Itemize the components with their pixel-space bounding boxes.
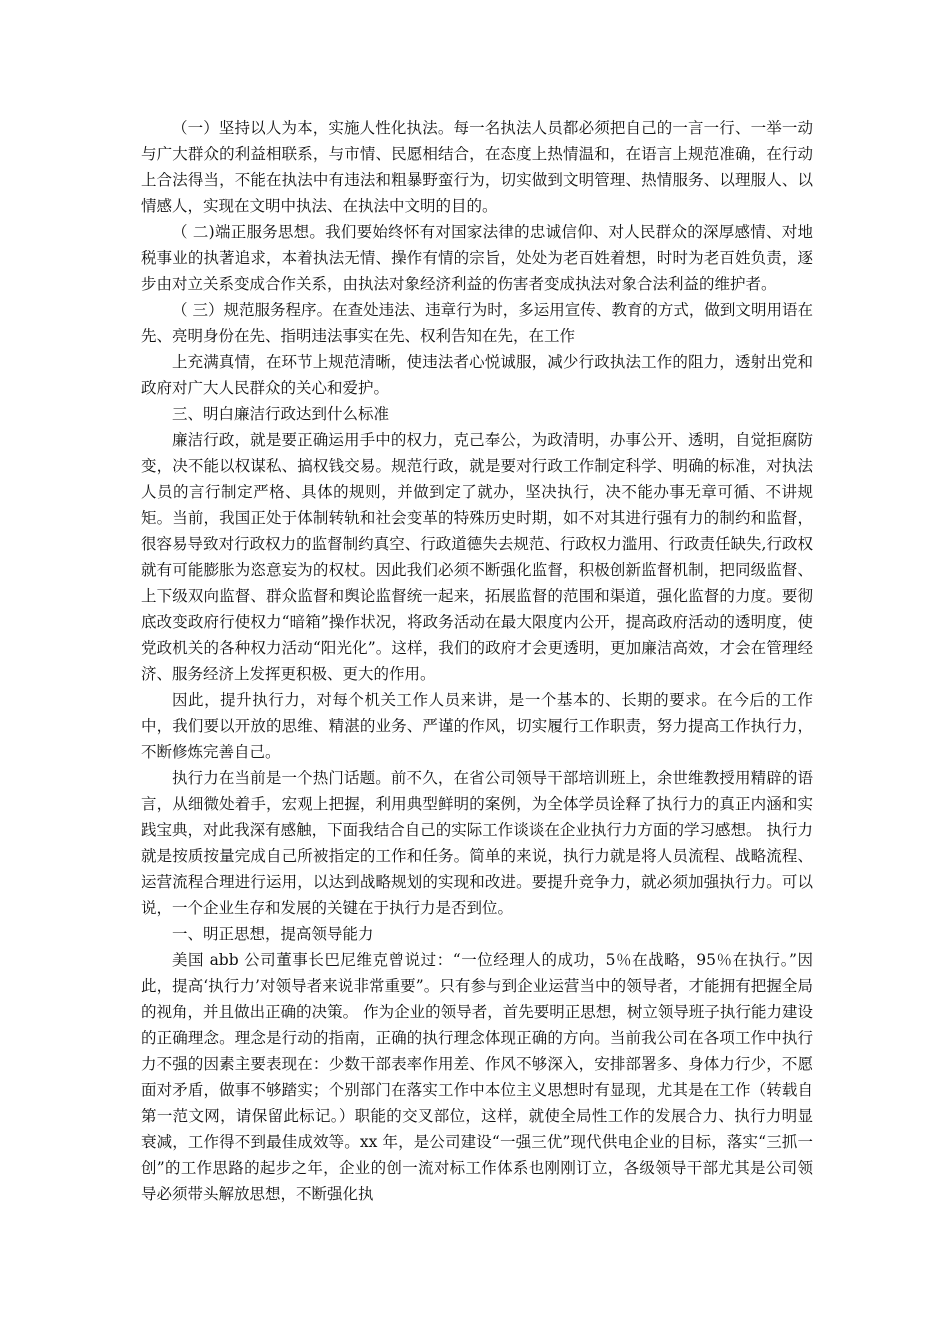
paragraph-execution-intro: 执行力在当前是一个热门话题。前不久，在省公司领导干部培训班上，余世维教授用精辟的语言，从细微处着手，宏观上把握，利用典型鲜明的案例，为全体学员诠释了执行力的真正内涵和实践宝典，对此我深有感触，下面我结合自己的实际工作谈谈在企业执行力方面的学习感想。 执行力就是按质按量完成自己所被指定的工作和任务。简单的来说，执行力就是将人员流程、战略流程、运营流程合理进行运用，以达到战略规划的实现和改进。要提升竞争力，就必须加强执行力。可以说，一个企业生存和发展的关键在于执行力是否到位。	[141, 769, 813, 917]
section-heading-clean-governance: 三、明白廉洁行政达到什么标准	[172, 405, 390, 423]
paragraph-conclusion: 因此，提升执行力，对每个机关工作人员来讲，是一个基本的、长期的要求。在今后的工作中，我们要以开放的思维、精湛的业务、严谨的作风，切实履行工作职责，努力提高工作执行力，不断修炼完善自己。	[141, 691, 813, 761]
paragraph-principle-two: （ 二)端正服务思想。我们要始终怀有对国家法律的忠诚信仰、对人民群众的深厚感情、对地税事业的执著追求，本着执法无情、操作有情的宗旨，处处为老百姓着想，时时为老百姓负责，逐步由对立关系变成合作关系，由执法对象经济利益的伤害者变成执法对象合法利益的维护者。	[141, 223, 813, 293]
paragraph-clean-governance: 廉洁行政，就是要正确运用手中的权力，克己奉公，为政清明，办事公开、透明，自觉拒腐防变，决不能以权谋私、搞权钱交易。规范行政，就是要对行政工作制定科学、明确的标准，对执法人员的言行制定严格、具体的规则，并做到定了就办，坚决执行，决不能办事无章可循、不讲规矩。当前，我国正处于体制转轨和社会变革的特殊历史时期，如不对其进行强有力的制约和监督，很容易导致对行政权力的监督制约真空、行政道德失去规范、行政权力滥用、行政责任缺失,行政权就有可能膨胀为恣意妄为的权杖。因此我们必须不断强化监督，积极创新监督机制，把同级监督、上下级双向监督、群众监督和舆论监督统一起来，拓展监督的范围和渠道，强化监督的力度。要彻底改变政府行使权力“暗箱”操作状况，将政务活动在最大限度内公开，提高政府活动的透明度，使党政机关的各种权力活动“阳光化”。这样，我们的政府才会更透明，更加廉洁高效，才会在管理经济、服务经济上发挥更积极、更大的作用。	[141, 431, 813, 683]
document-page	[141, 115, 813, 1207]
paragraph-principle-one: （一）坚持以人为本，实施人性化执法。每一名执法人员都必须把自己的一言一行、一举一动与广大群众的利益相联系，与市情、民愿相结合，在态度上热情温和，在语言上规范准确，在行动上合法得当，不能在执法中有违法和粗暴野蛮行为，切实做到文明管理、热情服务、以理服人、以情感人，实现在文明中执法、在执法中文明的目的。	[141, 119, 813, 215]
paragraph-leadership: 美国 abb 公司董事长巴尼维克曾说过：“一位经理人的成功，5％在战略，95％在执行。”因此，提高‘执行力’对领导者来说非常重要”。只有参与到企业运营当中的领导者，才能拥有把握全局的视角，并且做出正确的决策。 作为企业的领导者，首先要明正思想，树立领导班子执行能力建设的正确理念。理念是行动的指南，正确的执行理念体现正确的方向。当前我公司在各项工作中执行力不强的因素主要表现在：少数干部表率作用差、作风不够深入，安排部署多、身体力行少，不愿面对矛盾，做事不够踏实；个别部门在落实工作中本位主义思想时有显现，尤其是在工作（转载自第一范文网，请保留此标记。）职能的交叉部位，这样，就使全局性工作的发展合力、执行力明显衰减，工作得不到最佳成效等。xx 年，是公司建设“一强三优”现代供电企业的目标，落实“三抓一创”的工作思路的起步之年，企业的创一流对标工作体系也刚刚订立，各级领导干部尤其是公司领导必须带头解放思想，不断强化执	[141, 951, 814, 1203]
paragraph-principle-three: （ 三）规范服务程序。在查处违法、违章行为时，多运用宣传、教育的方式，做到文明用语在先、亮明身份在先、指明违法事实在先、权利告知在先，在工作	[141, 301, 813, 345]
paragraph-principle-three-continued: 上充满真情，在环节上规范清晰，使违法者心悦诚服，减少行政执法工作的阻力，透射出党和政府对广大人民群众的关心和爱护。	[141, 353, 813, 397]
section-heading-leadership: 一、明正思想，提高领导能力	[172, 925, 374, 943]
